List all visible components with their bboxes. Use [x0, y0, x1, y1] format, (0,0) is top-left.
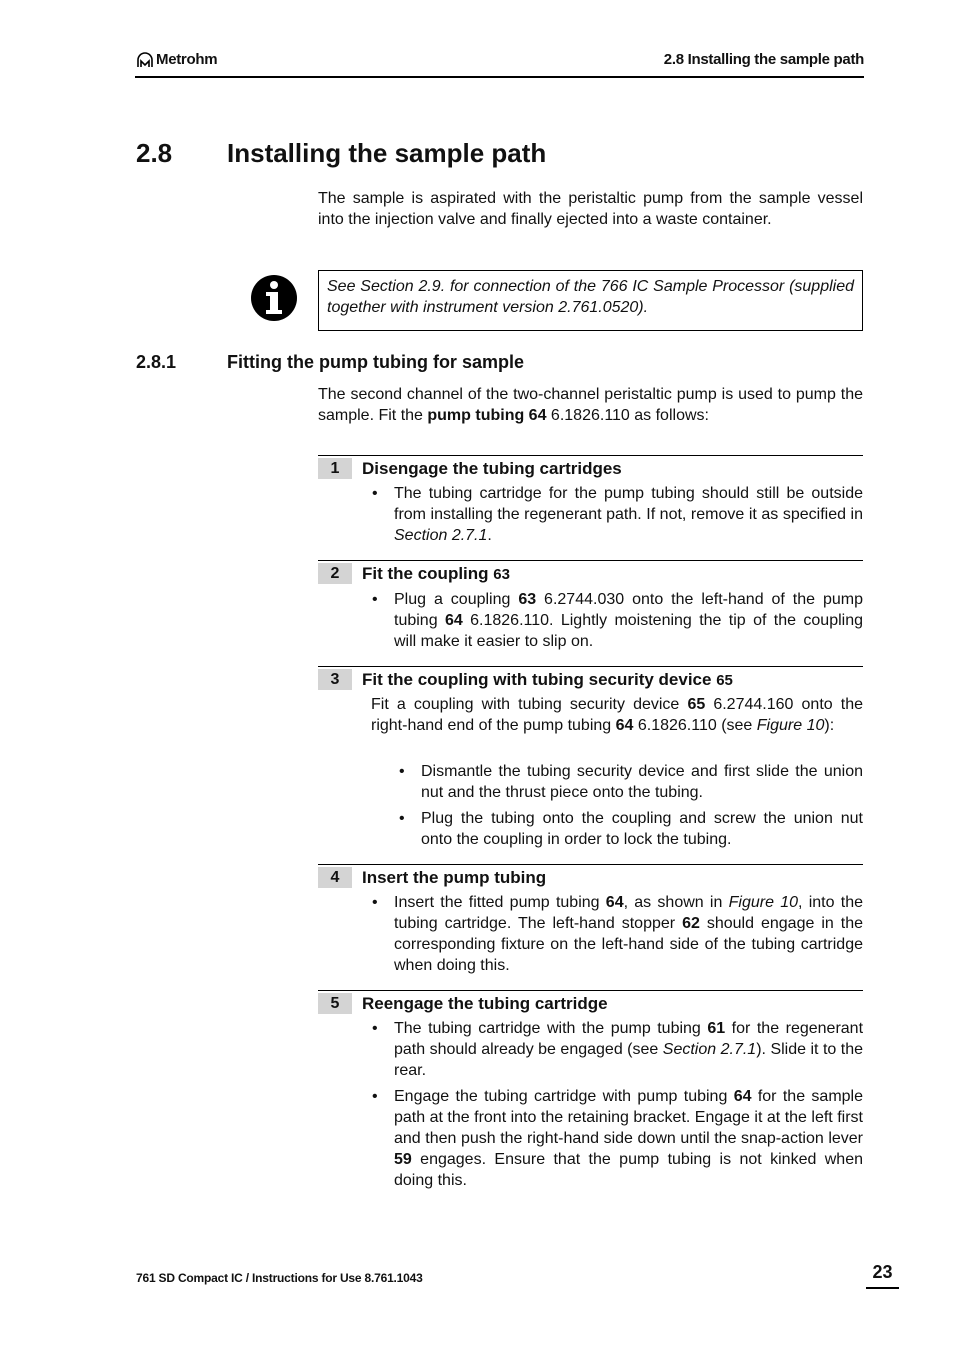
list-item: • The tubing cartridge for the pump tubing should still be outside from installing the regenerant path. If not, remove it as specified in Section 2.7.1. — [372, 485, 863, 544]
step-number: 2 — [318, 563, 352, 584]
step-number: 4 — [318, 867, 352, 888]
step-title: Disengage the tubing cartridges — [362, 459, 622, 478]
step-rule — [318, 560, 863, 561]
section-title: Installing the sample path — [227, 138, 547, 168]
section-number: 2.8 — [136, 138, 173, 168]
step-title: Fit the coupling with tubing security device 65 — [362, 670, 733, 689]
bullet-icon: • — [399, 763, 405, 780]
bullet-icon: • — [372, 591, 378, 608]
bullet-icon: • — [399, 810, 405, 827]
step-number: 5 — [318, 993, 352, 1014]
step-rule — [318, 666, 863, 667]
brand-logo — [136, 51, 217, 68]
step-rule — [318, 455, 863, 456]
step-text: Fit a coupling with tubing security device 65 6.2744.160 onto the right-hand end of the pump tubing 64 6.1826.110 (see Figure 10): — [371, 696, 864, 734]
bullet-icon: • — [372, 894, 378, 911]
metrohm-logo-icon — [136, 52, 154, 68]
header-rule — [135, 76, 864, 78]
step-number: 1 — [318, 458, 352, 479]
list-item: • Dismantle the tubing security device and first slide the union nut and the thrust piece onto the tubing. — [399, 763, 863, 801]
footer-text: 761 SD Compact IC / Instructions for Use 8.761.1043 — [136, 1271, 423, 1285]
tubing-intro-paragraph: The second channel of the two-channel peristaltic pump is used to pump the sample. Fit the pump tubing 64 6.1826.110 as follows: — [318, 386, 863, 424]
step-title: Fit the coupling 63 — [362, 564, 510, 583]
info-icon — [250, 274, 298, 322]
pump-tubing-ref: pump tubing 64 — [427, 407, 547, 424]
step-title: Insert the pump tubing — [362, 868, 547, 887]
note-box: See Section 2.9. for connection of the 766 IC Sample Processor (supplied together with instrument version 2.761.0520). — [318, 270, 863, 331]
bullet-icon: • — [372, 1020, 378, 1037]
list-item: • Insert the fitted pump tubing 64, as shown in Figure 10, into the tubing cartridge. The left-hand stopper 62 should engage in the corresponding fixture on the left-hand side of the tubing cartridge when doing this. — [372, 894, 864, 974]
step-title: Reengage the tubing cartridge — [362, 994, 608, 1013]
running-header: 2.8 Installing the sample path — [663, 51, 864, 68]
bullet-icon: • — [372, 485, 378, 502]
part-ref: 65 — [716, 672, 733, 689]
step-rule — [318, 990, 863, 991]
step-number: 3 — [318, 669, 352, 690]
page-number: 23 — [866, 1262, 899, 1289]
list-item: • The tubing cartridge with the pump tubing 61 for the regenerant path should already be engaged (see Section 2.7.1). Slide it to the rear. — [372, 1020, 864, 1079]
part-ref: 63 — [493, 566, 510, 583]
step-rule — [318, 864, 863, 865]
list-item: • Engage the tubing cartridge with pump tubing 64 for the sample path at the front into the retaining bracket. Engage it at the left first and then push the right-hand side down until the snap-action lever 59 engages. Ensure that the pump tubing is not kinked when doing this. — [372, 1088, 864, 1189]
bullet-icon: • — [372, 1088, 378, 1105]
subsection-title: Fitting the pump tubing for sample — [227, 352, 524, 372]
intro-paragraph: The sample is aspirated with the peristaltic pump from the sample vessel into the injection valve and finally ejected into a waste container. — [318, 190, 863, 228]
list-item: • Plug a coupling 63 6.2744.030 onto the left-hand of the pump tubing 64 6.1826.110. Lightly moistening the tip of the coupling will make it easier to slip on. — [372, 591, 864, 650]
brand-name: Metrohm — [156, 51, 218, 68]
subsection-number: 2.8.1 — [136, 352, 177, 372]
list-item: • Plug the tubing onto the coupling and screw the union nut onto the coupling in order to lock the tubing. — [399, 810, 863, 848]
